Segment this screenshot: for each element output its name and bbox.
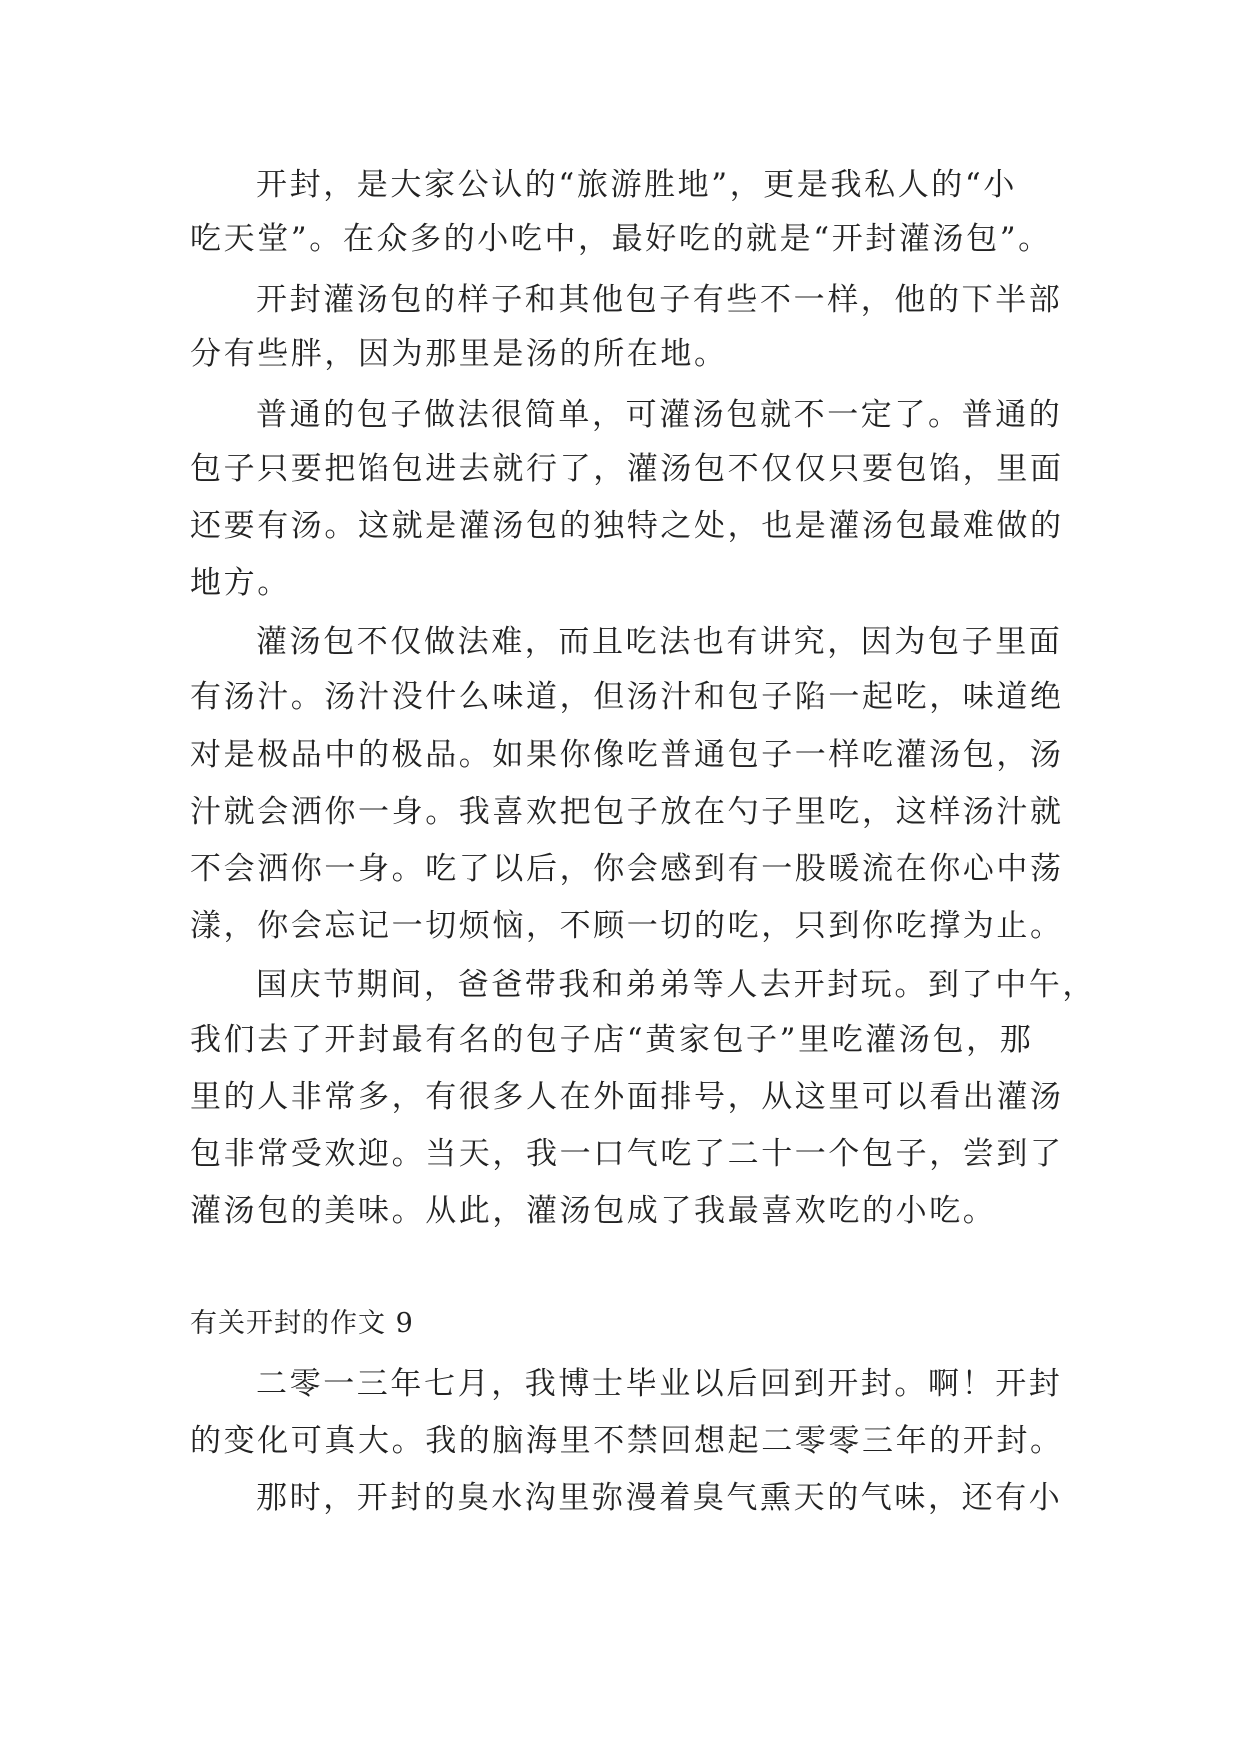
text-line: 开封，是大家公认的“旅游胜地”，更是我私人的“小 [256, 167, 1017, 203]
text-line: 灌汤包的美味。从此，灌汤包成了我最喜欢吃的小吃。 [190, 1193, 997, 1229]
text-line: 还要有汤。这就是灌汤包的独特之处，也是灌汤包最难做的 [190, 508, 1064, 544]
text-line: 有汤汁。汤汁没什么味道，但汤汁和包子陷一起吃，味道绝 [190, 679, 1064, 715]
text-line: 对是极品中的极品。如果你像吃普通包子一样吃灌汤包，汤 [190, 737, 1064, 773]
text-line: 地方。 [190, 565, 291, 601]
text-line: 包非常受欢迎。当天，我一口气吃了二十一个包子，尝到了 [190, 1136, 1064, 1172]
text-line: 普通的包子做法很简单，可灌汤包就不一定了。普通的 [256, 397, 1063, 433]
text-line: 不会洒你一身。吃了以后，你会感到有一股暖流在你心中荡 [190, 851, 1064, 887]
section-heading: 有关开封的作文 9 [190, 1308, 414, 1339]
text-line: 我们去了开封最有名的包子店“黄家包子”里吃灌汤包，那 [190, 1022, 1034, 1058]
text-line: 二零一三年七月，我博士毕业以后回到开封。啊！开封 [256, 1366, 1063, 1402]
text-line: 包子只要把馅包进去就行了，灌汤包不仅仅只要包馅，里面 [190, 451, 1064, 487]
text-line: 漾，你会忘记一切烦恼，不顾一切的吃，只到你吃撑为止。 [190, 908, 1064, 944]
text-line: 的变化可真大。我的脑海里不禁回想起二零零三年的开封。 [190, 1423, 1064, 1459]
text-line: 开封灌汤包的样子和其他包子有些不一样，他的下半部 [256, 282, 1063, 318]
text-line: 灌汤包不仅做法难，而且吃法也有讲究，因为包子里面 [256, 624, 1063, 660]
text-line: 分有些胖，因为那里是汤的所在地。 [190, 336, 728, 372]
text-line: 里的人非常多，有很多人在外面排号，从这里可以看出灌汤 [190, 1079, 1064, 1115]
text-line: 汁就会洒你一身。我喜欢把包子放在勺子里吃，这样汤汁就 [190, 794, 1064, 830]
text-line: 那时，开封的臭水沟里弥漫着臭气熏天的气味，还有小 [256, 1480, 1063, 1516]
text-line: 吃天堂”。在众多的小吃中，最好吃的就是“开封灌汤包”。 [190, 221, 1052, 257]
text-line: 国庆节期间，爸爸带我和弟弟等人去开封玩。到了中午， [256, 967, 1096, 1003]
